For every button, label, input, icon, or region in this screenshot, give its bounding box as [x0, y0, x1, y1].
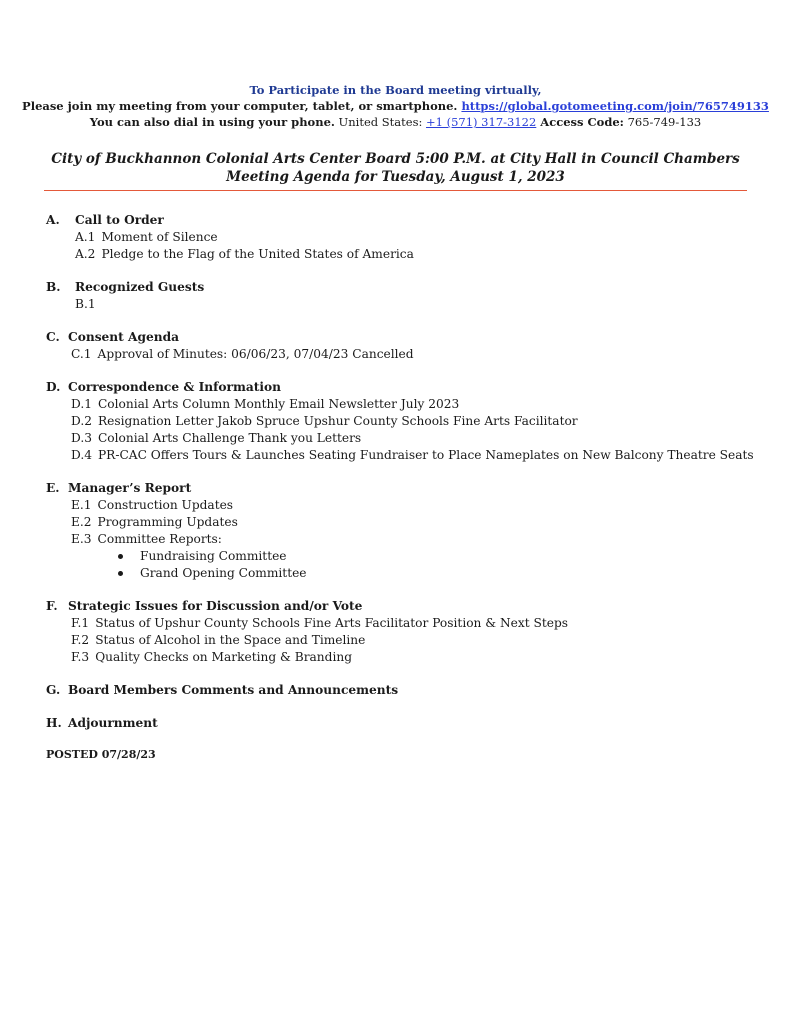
section-d	[46, 379, 756, 464]
phone-link[interactable]: +1 (571) 317-3122	[426, 115, 537, 129]
item-text: Resignation Letter Jakob Spruce Upshur County Schools Fine Arts Facilitator	[97, 414, 578, 428]
section-b	[46, 279, 756, 313]
join-instructions	[0, 98, 791, 114]
item-number: E.2	[71, 515, 92, 529]
item-number: F.3	[71, 650, 90, 664]
section-title: Consent Agenda	[68, 330, 180, 344]
section-h	[46, 715, 756, 732]
section-c	[46, 329, 756, 363]
list-item	[46, 430, 756, 447]
item-text: Quality Checks on Marketing & Branding	[95, 650, 352, 664]
item-text: PR-CAC Offers Tours & Launches Seating Fundraiser to Place Nameplates on New Balcony Theatre Seats	[97, 448, 754, 462]
section-letter: B.	[46, 280, 61, 294]
item-number: C.1	[71, 347, 92, 361]
section-letter: E.	[46, 481, 60, 495]
section-heading	[46, 598, 756, 615]
access-code-label: Access Code:	[536, 115, 624, 129]
section-title: Correspondence & Information	[68, 380, 281, 394]
bullet-text: Fundraising Committee	[140, 549, 287, 563]
section-title: Adjournment	[68, 716, 158, 730]
agenda-title	[0, 150, 791, 186]
section-title: Manager’s Report	[68, 481, 192, 495]
item-number: F.2	[71, 633, 90, 647]
access-code-value: 765-749-133	[623, 115, 702, 129]
list-item	[46, 649, 756, 666]
list-item	[46, 246, 756, 263]
item-text: Status of Upshur County Schools Fine Arts Facilitator Position & Next Steps	[95, 616, 569, 630]
list-item	[46, 396, 756, 413]
section-a	[46, 212, 756, 263]
agenda-list	[46, 212, 756, 748]
item-number: D.1	[71, 397, 92, 411]
section-title: Call to Order	[75, 213, 164, 227]
item-number: D.2	[71, 414, 92, 428]
section-letter: H.	[46, 716, 62, 730]
section-heading	[46, 212, 756, 229]
list-item	[46, 346, 756, 363]
virtual-meeting-heading: To Participate in the Board meeting virtually,	[249, 83, 542, 97]
list-item	[46, 531, 756, 548]
posted-date: POSTED 07/28/23	[46, 748, 156, 761]
bullet-item	[118, 565, 756, 582]
dial-in-instructions	[0, 114, 791, 130]
item-number: F.1	[71, 616, 90, 630]
section-heading	[46, 480, 756, 497]
item-text: Programming Updates	[97, 515, 238, 529]
item-text: Colonial Arts Challenge Thank you Letters	[97, 431, 362, 445]
section-letter: D.	[46, 380, 61, 394]
section-title: Recognized Guests	[75, 280, 205, 294]
section-letter: F.	[46, 599, 58, 613]
bullet-item	[118, 548, 756, 565]
bullet-icon	[118, 554, 123, 559]
section-title: Strategic Issues for Discussion and/or Vote	[68, 599, 363, 613]
section-heading	[46, 329, 756, 346]
item-number: D.4	[71, 448, 92, 462]
item-number: A.2	[75, 247, 96, 261]
item-text: Construction Updates	[97, 498, 234, 512]
list-item	[46, 497, 756, 514]
section-heading	[46, 279, 756, 296]
list-item	[46, 447, 756, 464]
section-heading	[46, 682, 756, 699]
item-number: E.3	[71, 532, 92, 546]
meeting-link[interactable]: https://global.gotomeeting.com/join/765749133	[461, 99, 769, 113]
agenda-title-line1: City of Buckhannon Colonial Arts Center Board 5:00 P.M. at City Hall in Council Chambers	[51, 151, 740, 167]
item-text: Committee Reports:	[97, 532, 222, 546]
item-number: B.1	[75, 297, 96, 311]
virtual-meeting-info	[0, 82, 791, 130]
item-number: E.1	[71, 498, 92, 512]
section-title: Board Members Comments and Announcements	[68, 683, 399, 697]
item-number: D.3	[71, 431, 92, 445]
item-text: Moment of Silence	[101, 230, 218, 244]
agenda-title-line2: Meeting Agenda for Tuesday, August 1, 2023	[226, 169, 565, 185]
item-number: A.1	[75, 230, 96, 244]
committee-bullets	[46, 548, 756, 582]
list-item	[46, 296, 756, 313]
section-letter: A.	[46, 213, 60, 227]
item-text: Approval of Minutes: 06/06/23, 07/04/23 Cancelled	[97, 347, 414, 361]
list-item	[46, 229, 756, 246]
section-g	[46, 682, 756, 699]
list-item	[46, 413, 756, 430]
dial-in-label: You can also dial in using your phone.	[89, 115, 335, 129]
item-text: Status of Alcohol in the Space and Timeline	[95, 633, 366, 647]
section-e	[46, 480, 756, 582]
section-heading	[46, 715, 756, 732]
list-item	[46, 632, 756, 649]
list-item	[46, 514, 756, 531]
item-text: Pledge to the Flag of the United States of America	[101, 247, 414, 261]
join-text: Please join my meeting from your computer, tablet, or smartphone.	[22, 99, 462, 113]
list-item	[46, 615, 756, 632]
title-divider	[44, 190, 747, 191]
country-label: United States:	[334, 115, 426, 129]
section-f	[46, 598, 756, 666]
section-letter: C.	[46, 330, 60, 344]
bullet-text: Grand Opening Committee	[140, 566, 307, 580]
section-letter: G.	[46, 683, 61, 697]
item-text: Colonial Arts Column Monthly Email Newsletter July 2023	[97, 397, 460, 411]
bullet-icon	[118, 571, 123, 576]
section-heading	[46, 379, 756, 396]
